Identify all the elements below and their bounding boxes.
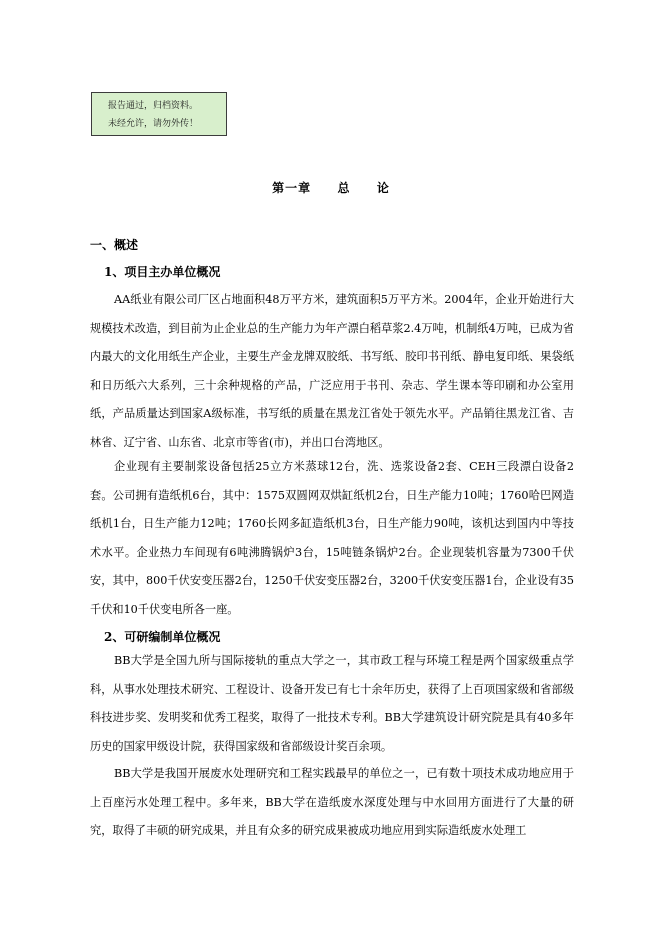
chapter-title: 第一章 总 论: [272, 181, 390, 195]
paragraph-company-overview: AA纸业有限公司厂区占地面积48万平方米，建筑面积5万平方米。2004年，企业开始进行大规模技术改造，到目前为止企业总的生产能力为年产漂白稻草浆2.4万吨，机制纸4万吨，已成为省内最大的文化用纸生产企业，主要生产金龙牌双胶纸、书写纸、胶印书刊纸、静电复印纸、果袋纸和日历纸六大系列，三十余种规格的产品，广泛应用于书刊、杂志、学生课本等印刷和办公室用纸，产品质量达到国家A级标准，书写纸的质量在黑龙江省处于领先水平。产品销往黑龙江省、吉林省、辽宁省、山东省、北京市等省(市)，并出口台湾地区。: [90, 293, 574, 449]
paragraph-equipment: 企业现有主要制浆设备包括25立方米蒸球12台，洗、选浆设备2套、CEH三段漂白设备2套。公司拥有造纸机6台，其中：1575双圆网双烘缸纸机2台，日生产能力10吨；1760哈巴网造纸机1台，日生产能力12吨；1760长网多缸造纸机3台，日生产能力90吨，该机达到国内中等技术水平。企业热力车间现有6吨沸腾锅炉3台，15吨链条锅炉2台。企业现装机容量为7300千伏安，其中，800千伏安变压器2台，1250千伏安变压器2台，3200千伏安变压器1台，企业设有35千伏和10千伏变电所各一座。: [90, 460, 574, 616]
section-heading-overview: 一、概述: [90, 238, 139, 252]
subsection-heading-research-unit: 2、可研编制单位概况: [104, 630, 221, 644]
notice-line-2: 未经允许，请勿外传！: [108, 119, 199, 129]
subsection-heading-sponsor: 1、项目主办单位概况: [104, 265, 221, 279]
paragraph-wastewater-research: BB大学是我国开展废水处理研究和工程实践最早的单位之一，已有数十项技术成功地应用于上百座污水处理工程中。多年来，BB大学在造纸废水深度处理与中水回用方面进行了大量的研究，取得了丰硕的研究成果，并且有众多的研究成果被成功地应用到实际造纸废水处理工: [90, 767, 574, 838]
confidential-notice-box: [91, 92, 227, 136]
notice-line-1: 报告通过，归档资料。: [108, 101, 199, 111]
paragraph-university-overview: BB大学是全国九所与国际接轨的重点大学之一，其市政工程与环境工程是两个国家级重点学科，从事水处理技术研究、工程设计、设备开发已有七十余年历史，获得了上百项国家级和省部级科技进步奖、发明奖和优秀工程奖，取得了一批技术专利。BB大学建筑设计研究院是具有40多年历史的国家甲级设计院，获得国家级和省部级设计奖百余项。: [90, 654, 574, 753]
